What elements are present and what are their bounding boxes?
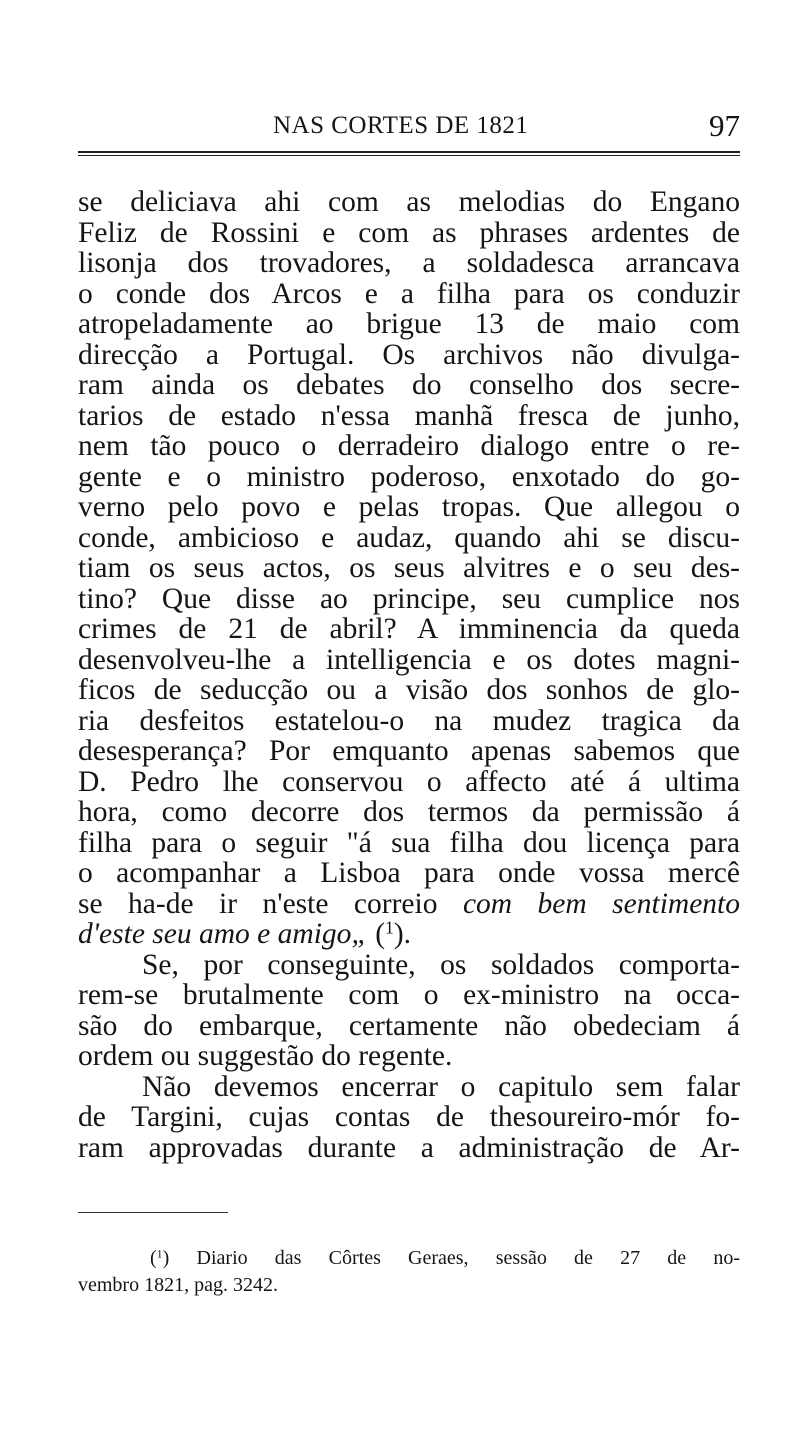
- footnote-marker-number: 1: [156, 1246, 163, 1261]
- text-line: nem tão pouco o derradeiro dialogo entre o re-: [78, 430, 740, 462]
- text-line: ram approvadas durante a administração de Ar-: [78, 1131, 740, 1164]
- text-line: Não devemos encerrar o capitulo sem falar: [142, 1070, 740, 1103]
- text-line: tiam os seus actos, os seus alvitres e o seu des-: [78, 552, 740, 584]
- text-line: de Targini, cujas contas de thesoureiro-mór fo-: [78, 1101, 740, 1133]
- text-line: verno pelo povo e pelas tropas. Que allegou o: [78, 491, 740, 523]
- text-line: atropeladamente ao brigue 13 de maio com: [78, 308, 740, 340]
- text-line: Se, por conseguinte, os soldados comporta-: [142, 948, 740, 981]
- text-roman: se ha-de ir n'este correio: [78, 887, 463, 920]
- footnote-separator: [78, 1212, 228, 1213]
- text-line: gente e o ministro poderoso, enxotado do go-: [78, 460, 740, 493]
- footnote-ref-number: 1: [385, 917, 394, 938]
- text-line: hora, como decorre dos termos da permissão á: [78, 796, 740, 828]
- text-line: ria desfeitos estatelou-o na mudez tragica da: [78, 704, 740, 737]
- text-line: ram ainda os debates do conselho dos secre-: [78, 369, 740, 401]
- footnote-ref-close: ).: [393, 918, 412, 950]
- text-line: o acompanhar a Lisboa para onde vossa mercê: [78, 857, 740, 889]
- running-title: NAS CORTES DE 1821: [273, 112, 529, 139]
- text-italic: com bem sentimento: [462, 887, 740, 920]
- footnote-line: [78, 1245, 740, 1272]
- footnote: [78, 1245, 740, 1299]
- text-line: crimes de 21 de abril? A imminencia da queda: [78, 613, 740, 645]
- paragraph-3: [78, 1072, 740, 1164]
- text-line: [78, 919, 740, 950]
- text-line: o conde dos Arcos e a filha para os conduzir: [78, 277, 740, 310]
- text-line: Feliz de Rossini e com as phrases ardentes de: [78, 216, 740, 249]
- footnote-marker-open: (: [150, 1247, 157, 1269]
- text-line: conde, ambicioso e audaz, quando ahi se discu-: [78, 521, 740, 554]
- footnote-line: vembro 1821, pag. 3242.: [78, 1274, 278, 1296]
- footnote-ref-open: (: [367, 918, 386, 950]
- text-line: desenvolveu-lhe a intelligencia e os dotes magni-: [78, 643, 740, 676]
- paragraph-1: [78, 187, 740, 950]
- text-line: desesperança? Por emquanto apenas sabemos que: [78, 735, 740, 767]
- text-line: rem-se brutalmente com o ex-ministro na occa-: [78, 979, 740, 1011]
- footnote-text: Diario das Côrtes Geraes, sessão de 27 de no-: [169, 1247, 740, 1269]
- text-line: D. Pedro lhe conservou o affecto até á ultima: [78, 765, 740, 798]
- text-line: se deliciava ahi com as melodias do Engano: [78, 186, 740, 218]
- header-rule-thin: [78, 155, 740, 156]
- text-line: filha para o seguir "á sua filha dou licença para: [78, 826, 740, 859]
- text-line: [78, 889, 740, 920]
- text-line: tarios de estado n'essa manhã fresca de junho,: [78, 399, 740, 432]
- paragraph-2: [78, 950, 740, 1072]
- text-line: ordem ou suggestão do regente.: [78, 1040, 453, 1072]
- text-line: direcção a Portugal. Os archivos não divulga-: [78, 338, 740, 371]
- header-rule-thick: [78, 151, 740, 153]
- text-line: tino? Que disse ao principe, seu cumplice nos: [78, 582, 740, 615]
- footnote-marker-close: ): [162, 1247, 170, 1269]
- text-line: são do embarque, certamente não obedeciam á: [78, 1009, 740, 1042]
- main-text: [78, 187, 740, 1163]
- page-header: [78, 108, 740, 152]
- text-italic: d'este seu amo e amigo„: [78, 918, 368, 950]
- text-line: ficos de seducção ou a visão dos sonhos de glo-: [78, 674, 740, 706]
- page-number: 97: [709, 108, 740, 143]
- text-line: lisonja dos trovadores, a soldadesca arrancava: [78, 247, 740, 279]
